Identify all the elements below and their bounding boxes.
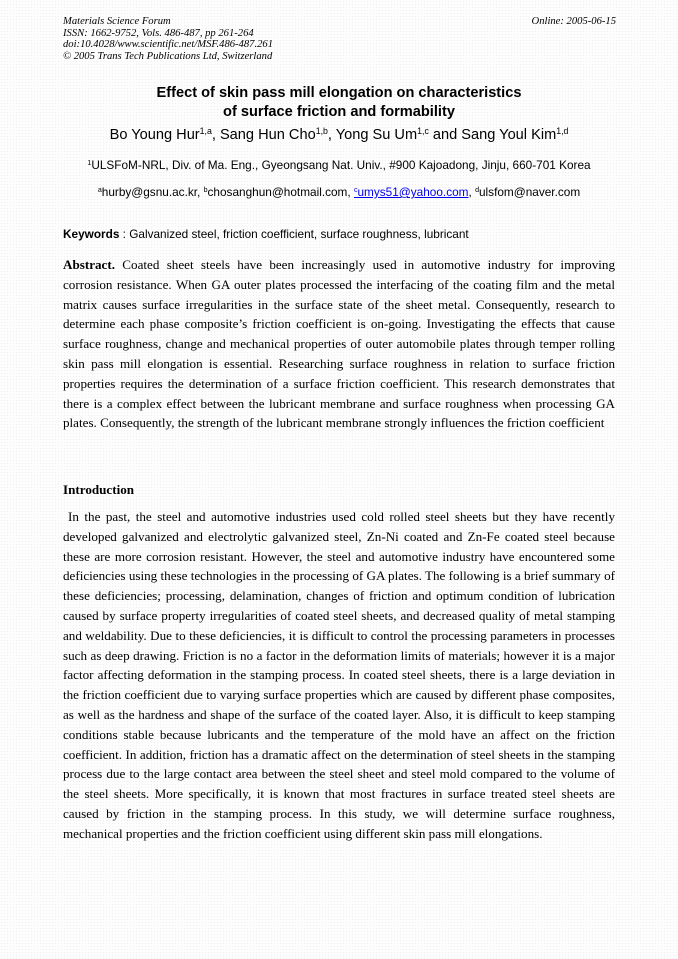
email-link[interactable]: [354, 185, 469, 199]
issn-line: ISSN: 1662-9752, Vols. 486-487, pp 261-264: [63, 27, 254, 39]
author-name: Yong Su Um: [335, 127, 418, 143]
author-separator: ,: [327, 127, 336, 143]
author-list: [0, 125, 678, 145]
email-address: chosanghun@hotmail.com: [207, 185, 348, 199]
email-address: hurby@gsnu.ac.kr: [101, 185, 198, 199]
paper-title: [0, 84, 678, 122]
abstract-label: Abstract.: [63, 257, 115, 272]
author-affiliation-marker: 1,a: [199, 125, 212, 136]
email-address: umys51@yahoo.com: [357, 185, 469, 199]
author-affiliation-marker: 1,c: [417, 125, 429, 136]
journal-name: Materials Science Forum: [63, 16, 171, 27]
email-separator: ,: [347, 185, 354, 199]
introduction-paragraph: In the past, the steel and automotive industries used cold rolled steel sheets but they have recently developed galvanized and electrolytic galvanized steel, Zn-Ni coated and Zn-Fe coated steel because these are more corrosion resistant. However, the steel and automotive industry have encountered some deficiencies using these technologies in the processing of GA plates. The following is a brief summary of these deficiencies; processing, delamination, changes of friction and optimum condition of lubrication caused by surface property irregularities of coated steel sheets, and decreased quality of metal stamping and weldability. Due to these deficiencies, it is difficult to control the processing parameters in processes such as deep drawing. Friction is no a factor in the deformation limits of materials; however it is a major factor affecting deformation in the stamping process. In coated steel sheets, there is a large deviation in the friction coefficient due to varying surface properties which are caused by different phase composites, as well as the hardness and shape of the surface of the coated layer. Also, it is difficult to keep stamping conditions stable because lubricants and the temperature of the mold have an affect on the friction coefficient. In addition, friction has a dramatic affect on the determination of steel sheets in the stamping process due to the large contact area between the steel sheet and steel mold compared to the volume of the steel sheets. More specifically, it is known that most fractures in surface treated steel sheets are caused by friction in the stamping process. In this study, we will determine surface roughness, mechanical properties and the friction coefficient using different skin pass mill elongations.: [63, 509, 615, 841]
title-line-2: of surface friction and formability: [223, 104, 455, 120]
author-name: Bo Young Hur: [109, 127, 200, 143]
author-separator: ,: [211, 127, 220, 143]
email-address: ulsfom@naver.com: [479, 185, 581, 199]
email-marker: b: [203, 185, 208, 194]
email-marker: d: [475, 185, 479, 194]
author-separator: and: [428, 127, 462, 143]
keywords: [63, 227, 469, 241]
copyright-line: © 2005 Trans Tech Publications Ltd, Switzerland: [63, 50, 273, 62]
keywords-text: : Galvanized steel, friction coefficient, surface roughness, lubricant: [119, 227, 469, 241]
author-affiliation-marker: 1,d: [556, 125, 569, 136]
introduction-heading: Introduction: [63, 482, 135, 497]
affiliation-marker: 1: [87, 158, 92, 167]
email-separator: ,: [468, 185, 476, 199]
email-marker: a: [97, 185, 102, 194]
abstract: [63, 255, 615, 433]
title-line-1: Effect of skin pass mill elongation on characteristics: [156, 85, 522, 101]
affiliation: [0, 158, 678, 172]
online-date: Online: 2005-06-15: [531, 16, 616, 27]
email-marker: c: [353, 185, 358, 194]
affiliation-text: ULSFoM-NRL, Div. of Ma. Eng., Gyeongsang Nat. Univ., #900 Kajoadong, Jinju, 660-701 Korea: [91, 158, 591, 172]
keywords-label: Keywords: [63, 227, 120, 241]
email-separator: ,: [197, 185, 204, 199]
abstract-text: Coated sheet steels have been increasingly used in automotive industry for improving corrosion resistance. When GA outer plates processed the interfacing of the coating film and the metal matrix causes surface irregularities in the surface state of the sheet metal. Consequently, research to determine each phase composite’s friction coefficient is on-going. Investigating the effects that cause surface roughness, change and mechanical properties of outer automobile plates through temper rolling skin pass mill elongation is essential. Researching surface roughness in relation to surface friction properties requires the determination of a surface friction coefficient. This research demonstrates that there is a complex effect between the lubricant membrane and surface roughness when processing GA plates. Consequently, the strength of the lubricant membrane strongly influences the friction coefficient: [63, 257, 615, 431]
author-name: Sang Hun Cho: [219, 127, 316, 143]
doi-line: doi:10.4028/www.scientific.net/MSF.486-487.261: [63, 39, 273, 50]
author-name: Sang Youl Kim: [461, 127, 557, 143]
author-affiliation-marker: 1,b: [315, 125, 328, 136]
journal-header: [63, 16, 273, 62]
email-list: [0, 185, 678, 199]
